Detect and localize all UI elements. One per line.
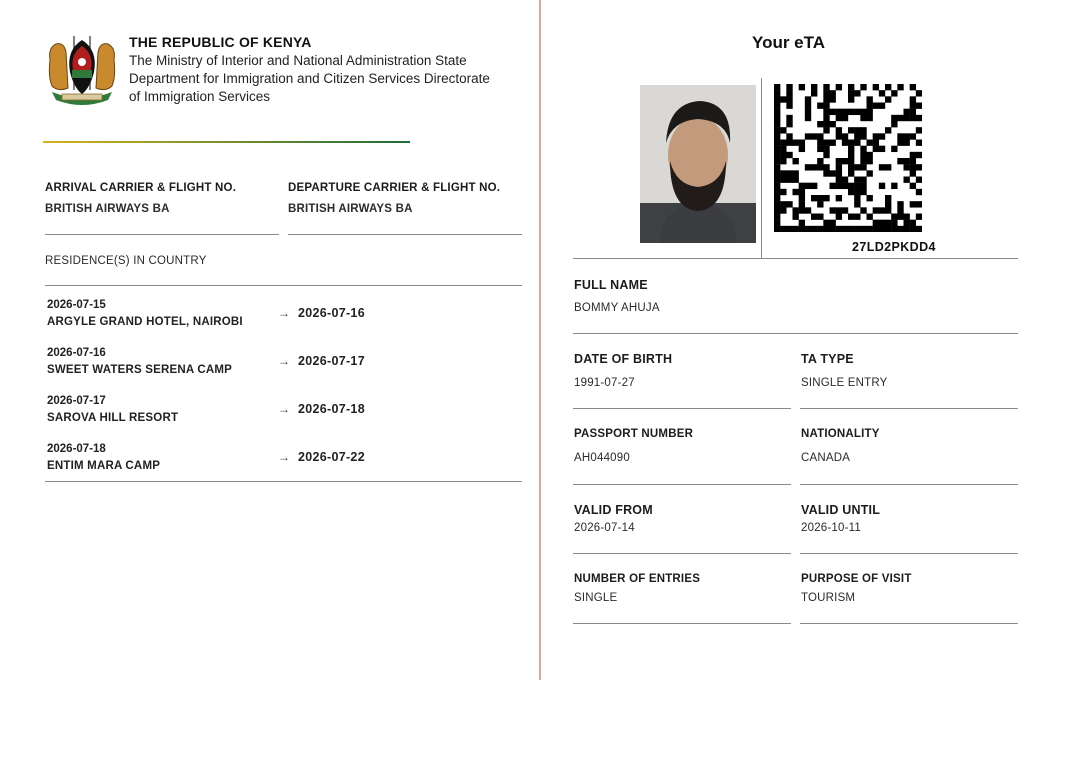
header-line-2: Department for Immigration and Citizen Services Directorate (129, 71, 490, 86)
nationality-rule (800, 484, 1018, 485)
ta-type-label: TA TYPE (801, 352, 854, 366)
stay-to-wrap (278, 304, 365, 322)
stay-to: 2026-07-17 (298, 354, 365, 368)
full-name-rule (573, 333, 1018, 334)
coat-of-arms-logo (44, 30, 120, 106)
stay-name: SWEET WATERS SERENA CAMP (47, 364, 232, 376)
header-line-3: of Immigration Services (129, 89, 271, 104)
arrival-rule (45, 234, 279, 235)
ta-type-value: SINGLE ENTRY (801, 377, 888, 389)
dob-label: DATE OF BIRTH (574, 352, 673, 366)
stay-to-wrap (278, 448, 365, 466)
stay-from: 2026-07-16 (47, 347, 106, 359)
stay-name: ARGYLE GRAND HOTEL, NAIROBI (47, 316, 243, 328)
purpose-value: TOURISM (801, 592, 856, 604)
eta-code: 27LD2PKDD4 (852, 240, 936, 254)
passport-rule (573, 484, 791, 485)
dob-rule (573, 408, 791, 409)
ta-type-rule (800, 408, 1018, 409)
full-name-label: FULL NAME (574, 278, 648, 292)
entries-rule (573, 623, 791, 624)
photo-divider (761, 78, 762, 258)
entries-label: NUMBER OF ENTRIES (574, 573, 701, 585)
purpose-label: PURPOSE OF VISIT (801, 573, 912, 585)
stay-name: ENTIM MARA CAMP (47, 460, 161, 472)
valid-from-value: 2026-07-14 (574, 522, 635, 534)
valid-from-label: VALID FROM (574, 503, 653, 517)
nationality-label: NATIONALITY (801, 428, 880, 440)
stay-name: SAROVA HILL RESORT (47, 412, 179, 424)
passport-photo (640, 85, 756, 243)
entries-value: SINGLE (574, 592, 618, 604)
residence-rule (45, 285, 522, 286)
arrow-right-icon: → (278, 306, 290, 320)
valid-from-rule (573, 553, 791, 554)
arrow-right-icon: → (278, 402, 290, 416)
stay-from: 2026-07-18 (47, 443, 106, 455)
stay-item (46, 346, 522, 394)
stay-to-wrap (278, 400, 365, 418)
valid-until-rule (800, 553, 1018, 554)
stay-list-rule (45, 481, 522, 482)
stay-to: 2026-07-22 (298, 450, 365, 464)
departure-rule (288, 234, 522, 235)
barcode-2d (774, 84, 922, 232)
arrow-right-icon: → (278, 354, 290, 368)
dob-value: 1991-07-27 (574, 377, 635, 389)
header-country: THE REPUBLIC OF KENYA (129, 34, 312, 50)
residence-label: RESIDENCE(S) IN COUNTRY (45, 255, 207, 267)
stay-item (46, 442, 522, 490)
departure-label: DEPARTURE CARRIER & FLIGHT NO. (288, 182, 501, 194)
stay-to-wrap (278, 352, 365, 370)
page-divider (539, 0, 541, 680)
stay-to: 2026-07-18 (298, 402, 365, 416)
stay-from: 2026-07-15 (47, 299, 106, 311)
arrival-value: BRITISH AIRWAYS BA (45, 203, 170, 215)
stay-to: 2026-07-16 (298, 306, 365, 320)
departure-value: BRITISH AIRWAYS BA (288, 203, 413, 215)
stay-from: 2026-07-17 (47, 395, 106, 407)
arrow-right-icon: → (278, 450, 290, 464)
passport-label: PASSPORT NUMBER (574, 428, 694, 440)
stay-item (46, 298, 522, 346)
purpose-rule (800, 623, 1018, 624)
eta-top-rule (573, 258, 1018, 259)
full-name-value: BOMMY AHUJA (574, 302, 660, 314)
stay-item (46, 394, 522, 442)
passport-value: AH044090 (574, 452, 630, 464)
valid-until-value: 2026-10-11 (801, 522, 861, 534)
valid-until-label: VALID UNTIL (801, 503, 881, 517)
arrival-label: ARRIVAL CARRIER & FLIGHT NO. (45, 182, 237, 194)
header-line-1: The Ministry of Interior and National Administration State (129, 53, 467, 68)
nationality-value: CANADA (801, 452, 851, 464)
eta-title: Your eTA (752, 33, 826, 52)
header-gradient-rule (43, 141, 410, 143)
